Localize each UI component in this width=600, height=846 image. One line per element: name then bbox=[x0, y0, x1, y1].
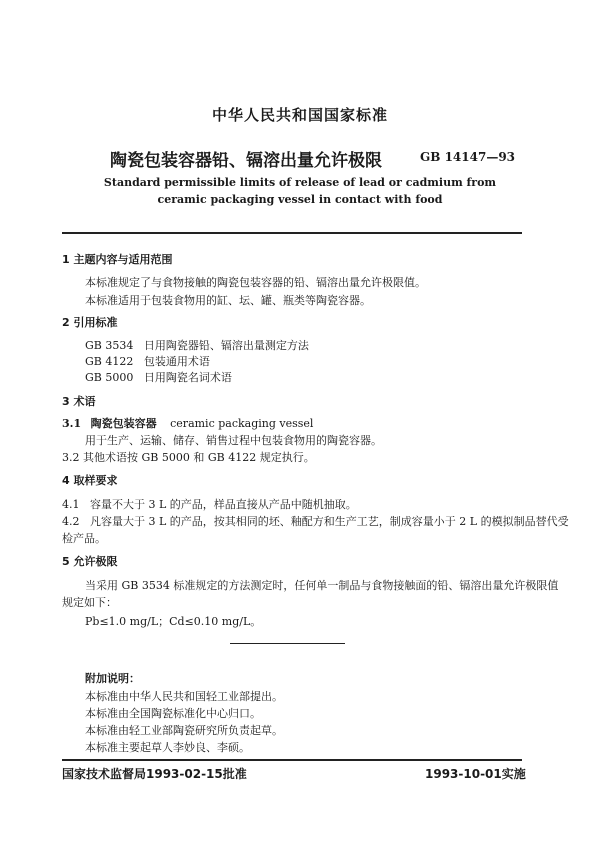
limits-paragraph-continued: 规定如下： bbox=[62, 596, 117, 609]
limits-paragraph: 当采用 GB 3534 标准规定的方法测定时，任何单一制品与食物接触面的铅、镉溶出量允许极限值 bbox=[85, 579, 559, 592]
standard-code: GB 14147—93 bbox=[420, 150, 516, 164]
term-name-en: ceramic packaging vessel bbox=[170, 417, 314, 430]
header-divider bbox=[62, 232, 522, 234]
limits-values: Pb≤1.0 mg/L；Cd≤0.10 mg/L。 bbox=[85, 615, 262, 628]
section-1-paragraph-2: 本标准适用于包装食物用的缸、坛、罐、瓶类等陶瓷容器。 bbox=[85, 294, 371, 307]
section-4-heading: 4 取样要求 bbox=[62, 474, 118, 487]
term-3-1 bbox=[62, 415, 313, 431]
note-line: 本标准由全国陶瓷标准化中心归口。 bbox=[85, 707, 261, 720]
note-line: 本标准由中华人民共和国轻工业部提出。 bbox=[85, 690, 283, 703]
approval-line: 国家技术监督局1993-02-15批准 bbox=[62, 767, 247, 781]
notes-heading: 附加说明： bbox=[85, 672, 140, 685]
document-title-en-line1: Standard permissible limits of release of lead or cadmium from bbox=[103, 176, 497, 189]
note-line: 本标准由轻工业部陶瓷研究所负责起草。 bbox=[85, 724, 283, 737]
effective-date-line: 1993-10-01实施 bbox=[425, 767, 526, 781]
term-number: 3.1 bbox=[62, 417, 82, 430]
term-3-1-definition: 用于生产、运输、储存、销售过程中包装食物用的陶瓷容器。 bbox=[85, 434, 382, 447]
reference-item: GB 3534 日用陶瓷器铅、镉溶出量测定方法 bbox=[85, 339, 309, 352]
section-5-heading: 5 允许极限 bbox=[62, 555, 118, 568]
end-of-text-rule bbox=[230, 643, 345, 644]
reference-item: GB 5000 日用陶瓷名词术语 bbox=[85, 371, 232, 384]
footer-divider bbox=[62, 759, 522, 761]
reference-item: GB 4122 包装通用术语 bbox=[85, 355, 210, 368]
note-line: 本标准主要起草人李妙良、李硕。 bbox=[85, 741, 250, 754]
document-title-en-line2: ceramic packaging vessel in contact with food bbox=[157, 193, 443, 206]
issuer-heading: 中华人民共和国国家标准 bbox=[211, 106, 388, 124]
sampling-item-4-2: 4.2 凡容量大于 3 L 的产品，按其相同的坯、釉配方和生产工艺，制成容量小于 2 L 的模拟制品替代受 bbox=[62, 515, 569, 528]
term-3-2: 3.2 其他术语按 GB 5000 和 GB 4122 规定执行。 bbox=[62, 451, 315, 464]
section-2-heading: 2 引用标准 bbox=[62, 316, 118, 329]
sampling-item-4-1: 4.1 容量不大于 3 L 的产品，样品直接从产品中随机抽取。 bbox=[62, 498, 357, 511]
section-1-heading: 1 主题内容与适用范围 bbox=[62, 253, 173, 266]
term-name-cn: 陶瓷包装容器 bbox=[90, 417, 157, 430]
section-3-heading: 3 术语 bbox=[62, 395, 96, 408]
sampling-item-4-2-continued: 检产品。 bbox=[62, 532, 106, 545]
document-title-cn: 陶瓷包装容器铅、镉溶出量允许极限 bbox=[110, 151, 382, 171]
section-1-paragraph-1: 本标准规定了与食物接触的陶瓷包装容器的铅、镉溶出量允许极限值。 bbox=[85, 276, 426, 289]
